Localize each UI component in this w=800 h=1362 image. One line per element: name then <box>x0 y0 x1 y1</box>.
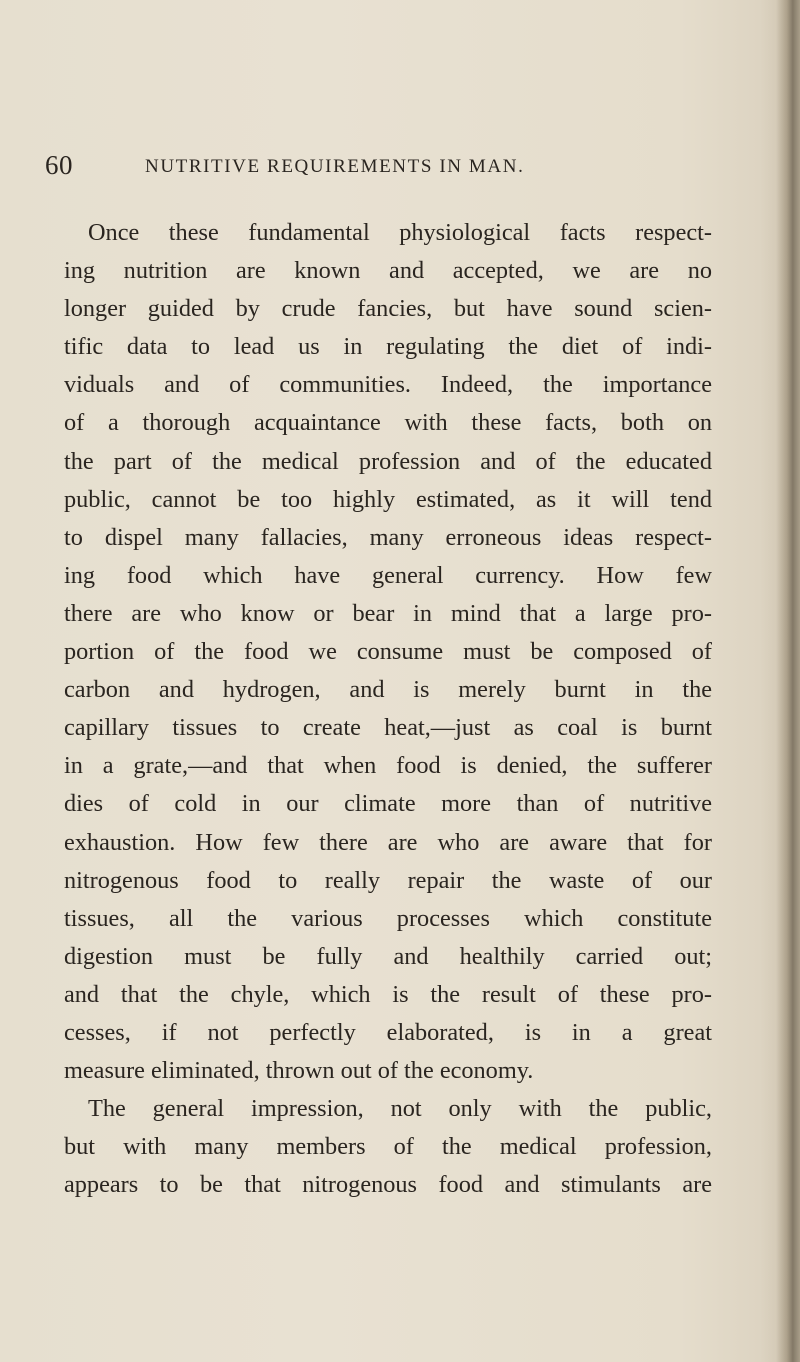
text-line: viduals and of communities. Indeed, the importance <box>64 371 712 399</box>
text-line: Once these fundamental physiological facts respect- <box>88 219 712 246</box>
text-line: longer guided by crude fancies, but have sound scien- <box>64 295 712 323</box>
page-number: 60 <box>45 150 73 180</box>
text-line: tific data to lead us in regulating the diet of indi- <box>64 333 712 361</box>
text-line: exhaustion. How few there are who are aware that for <box>64 828 712 856</box>
text-line: portion of the food we consume must be composed of <box>64 638 712 666</box>
page-header <box>45 150 745 190</box>
text-line: of a thorough acquaintance with these facts, both on <box>64 409 712 437</box>
text-line: ing food which have general currency. How few <box>64 561 712 589</box>
text-line: the part of the medical profession and of the educated <box>64 447 712 475</box>
text-line: nitrogenous food to really repair the waste of our <box>64 866 712 894</box>
text-line: appears to be that nitrogenous food and stimulants are <box>64 1171 712 1199</box>
text-line: to dispel many fallacies, many erroneous ideas respect- <box>64 523 712 551</box>
text-line: but with many members of the medical profession, <box>64 1133 712 1161</box>
text-line: and that the chyle, which is the result of these pro- <box>64 980 712 1008</box>
text-line: capillary tissues to create heat,—just as coal is burnt <box>64 714 712 742</box>
text-line: measure eliminated, thrown out of the economy. <box>64 1057 534 1085</box>
text-line: public, cannot be too highly estimated, as it will tend <box>64 485 712 513</box>
text-line: The general impression, not only with the public, <box>88 1095 712 1123</box>
text-line: in a grate,—and that when food is denied, the sufferer <box>64 752 712 780</box>
text-line: ing nutrition are known and accepted, we are no <box>64 257 712 285</box>
page-gutter-shadow <box>776 0 800 1362</box>
body-text <box>64 214 712 1204</box>
text-line: carbon and hydrogen, and is merely burnt in the <box>64 676 712 704</box>
text-line: there are who know or bear in mind that a large pro- <box>64 599 712 627</box>
running-head: NUTRITIVE REQUIREMENTS IN MAN. <box>145 156 525 177</box>
text-line: cesses, if not perfectly elaborated, is in a great <box>64 1018 712 1046</box>
text-line: digestion must be fully and healthily carried out; <box>64 942 712 970</box>
text-line: dies of cold in our climate more than of nutritive <box>64 790 712 818</box>
text-line: tissues, all the various processes which constitute <box>64 904 712 932</box>
